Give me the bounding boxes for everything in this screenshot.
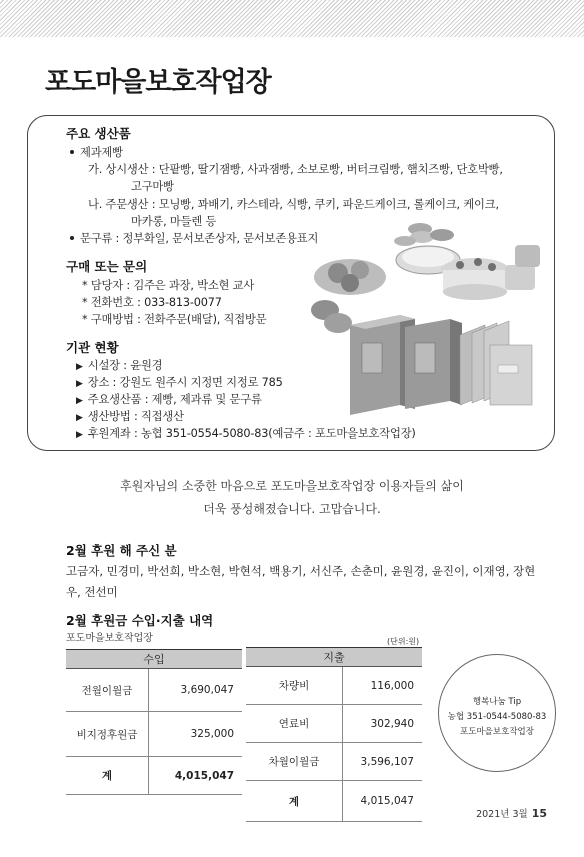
expense-value: 302,940 [343,705,423,743]
table-row [246,743,422,781]
triangle-bullet-icon: ▶ [76,396,83,406]
stationery-item [70,230,318,246]
table-row [246,781,422,822]
status-item [76,357,162,373]
donor-names: 고금자, 민경미, 박선희, 박소현, 박현석, 백용기, 서신주, 손춘미, 윤원경, 윤진이, 이재영, 장현우, 전선미 [66,564,536,599]
status-heading: 기관 현황 [66,340,119,355]
purchase-method: * 구매방법 : 전화주문(배달), 직접방문 [82,313,267,326]
status-item-text: 후원계좌 : 농협 351-0554-5080-83(예금주 : 포도마을보호작업장) [87,427,416,440]
expense-label: 계 [246,781,343,822]
income-value: 325,000 [149,712,243,757]
triangle-bullet-icon: ▶ [76,413,83,423]
triangle-bullet-icon: ▶ [76,379,83,389]
donors-heading: 2월 후원 해 주신 분 [66,543,177,558]
expense-header: 지출 [246,647,422,667]
income-label: 비지정후원금 [66,712,149,757]
phone-number: * 전화번호 : 033-813-0077 [82,296,222,309]
stationery-label: 문구류 : 정부화일, 문서보존상자, 문서보존용표지 [80,232,319,245]
expense-label: 연료비 [246,705,343,743]
page-title: 포도마을보호작업장 [45,67,271,98]
status-item-text: 장소 : 강원도 원주시 지정면 지정로 785 [87,376,283,389]
footer-date: 2021년 3월 [476,809,528,820]
income-header: 수입 [66,649,242,669]
expense-value: 3,596,107 [343,743,423,781]
expense-label: 차월이월금 [246,743,343,781]
header-pattern-band [0,0,584,37]
tip-holder: 포도마을보호작업장 [460,727,534,737]
order-production-line2: 마카롱, 마들렌 등 [131,215,217,228]
income-value: 4,015,047 [149,757,243,795]
page-footer [476,806,547,820]
income-value: 3,690,047 [149,669,243,712]
bullet-icon [70,150,74,154]
table-row [66,712,242,757]
expense-value: 116,000 [343,667,423,705]
table-row [66,757,242,795]
bakery-label: 제과제빵 [80,146,123,159]
page-number: 15 [531,807,547,820]
status-item-text: 주요생산품 : 제빵, 제과류 및 문구류 [87,393,262,406]
contact-person: * 담당자 : 김주은 과장, 박소현 교사 [82,279,255,292]
income-label: 계 [66,757,149,795]
thanks-line1: 후원자님의 소중한 마음으로 포도마을보호작업장 이용자들의 삶이 [120,479,464,493]
tip-account: 농협 351-0544-5080-83 [447,712,547,722]
expense-table [246,667,422,822]
income-label: 전월이월금 [66,669,149,712]
status-item [76,408,184,424]
table-row [246,705,422,743]
tip-title: 행복나눔 Tip [472,697,522,707]
status-item [76,374,283,390]
regular-production-line1: 가. 상시생산 : 단팥빵, 딸기잼빵, 사과잼빵, 소보로빵, 버터크림빵, 햄치즈빵, 단호박빵, [88,163,503,176]
finance-heading: 2월 후원금 수입·지출 내역 [66,613,214,628]
income-table [66,669,242,795]
inquiry-heading: 구매 또는 문의 [66,259,148,274]
unit-label: (단위:원) [387,637,420,646]
tip-circle [438,654,556,772]
status-item-text: 생산방법 : 직접생산 [87,410,184,423]
expense-label: 차량비 [246,667,343,705]
status-item [76,391,262,407]
status-item-text: 시설장 : 윤원경 [87,359,163,372]
bakery-item [70,144,123,160]
expense-value: 4,015,047 [343,781,423,822]
order-production-line1: 나. 주문생산 : 모닝빵, 꽈배기, 카스테라, 식빵, 쿠키, 파운드케이크, 롤케이크, 케이크, [88,198,499,211]
thanks-line2: 더욱 풍성해졌습니다. 고맙습니다. [203,502,381,516]
table-row [66,669,242,712]
bullet-icon [70,236,74,240]
products-illustration [310,215,550,435]
finance-org: 포도마을보호작업장 [66,633,153,644]
triangle-bullet-icon: ▶ [76,362,83,372]
table-row [246,667,422,705]
products-heading: 주요 생산품 [66,126,131,141]
regular-production-line2: 고구마빵 [131,180,174,193]
triangle-bullet-icon: ▶ [76,430,83,440]
